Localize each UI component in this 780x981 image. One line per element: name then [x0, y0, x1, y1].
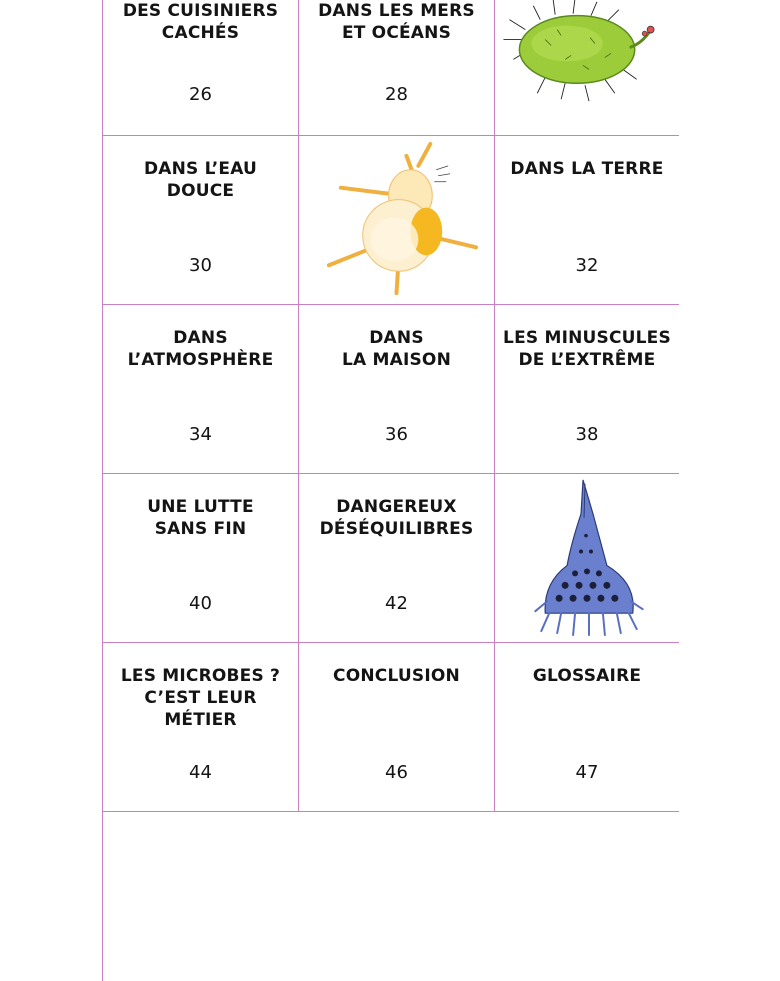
toc-entry-title: UNE LUTTE SANS FIN [147, 497, 254, 539]
toc-entry-extreme[interactable] [495, 305, 679, 474]
toc-entry-title: DANS LA MAISON [341, 328, 452, 370]
toc-entry-title: DANS LA TERRE [510, 159, 664, 179]
toc-entry-page: 34 [189, 424, 212, 445]
yellow-microbe-icon [299, 136, 494, 304]
illustration-cell [495, 474, 679, 643]
toc-entry-mers[interactable] [299, 0, 495, 136]
radiolarian-icon [495, 474, 679, 642]
toc-entry-title: DANS L’EAU DOUCE [143, 159, 258, 201]
toc-entry-title: LES MINUSCULES DE L’EXTRÊME [503, 328, 671, 370]
toc-entry-page: 42 [385, 593, 408, 614]
toc-entry-glossaire[interactable] [495, 643, 679, 812]
toc-entry-page: 32 [575, 255, 599, 276]
toc-entry-title: GLOSSAIRE [532, 666, 642, 686]
toc-entry-lutte[interactable] [103, 474, 299, 643]
toc-entry-page: 30 [189, 255, 212, 276]
toc-entry-terre[interactable] [495, 136, 679, 305]
illustration-cell [495, 0, 679, 136]
toc-entry-maison[interactable] [299, 305, 495, 474]
illustration-cell [299, 136, 495, 305]
toc-entry-cuisiniers[interactable] [103, 0, 299, 136]
toc-entry-title: CONCLUSION [333, 666, 460, 686]
toc-entry-title: LES MICROBES ? C’EST LEUR MÉTIER [120, 666, 281, 730]
toc-entry-page: 36 [385, 424, 408, 445]
toc-entry-page: 38 [575, 424, 599, 445]
toc-entry-conclusion[interactable] [299, 643, 495, 812]
toc-entry-page: 40 [189, 593, 212, 614]
toc-entry-title: DES CUISINIERS CACHÉS [122, 1, 279, 43]
table-of-contents [102, 0, 679, 981]
toc-entry-desequilibres[interactable] [299, 474, 495, 643]
toc-entry-page: 26 [189, 84, 212, 105]
toc-entry-page: 44 [189, 762, 212, 783]
green-microbe-icon [495, 0, 679, 135]
toc-entry-title: DANGEREUX DÉSÉQUILIBRES [319, 497, 474, 539]
toc-entry-page: 28 [385, 84, 408, 105]
toc-entry-metier[interactable] [103, 643, 299, 812]
toc-entry-eau-douce[interactable] [103, 136, 299, 305]
toc-entry-title: DANS LES MERS ET OCÉANS [318, 1, 475, 43]
toc-entry-title: DANS L’ATMOSPHÈRE [127, 328, 274, 370]
toc-entry-page: 47 [575, 762, 599, 783]
toc-entry-page: 46 [385, 762, 408, 783]
toc-entry-atmosphere[interactable] [103, 305, 299, 474]
